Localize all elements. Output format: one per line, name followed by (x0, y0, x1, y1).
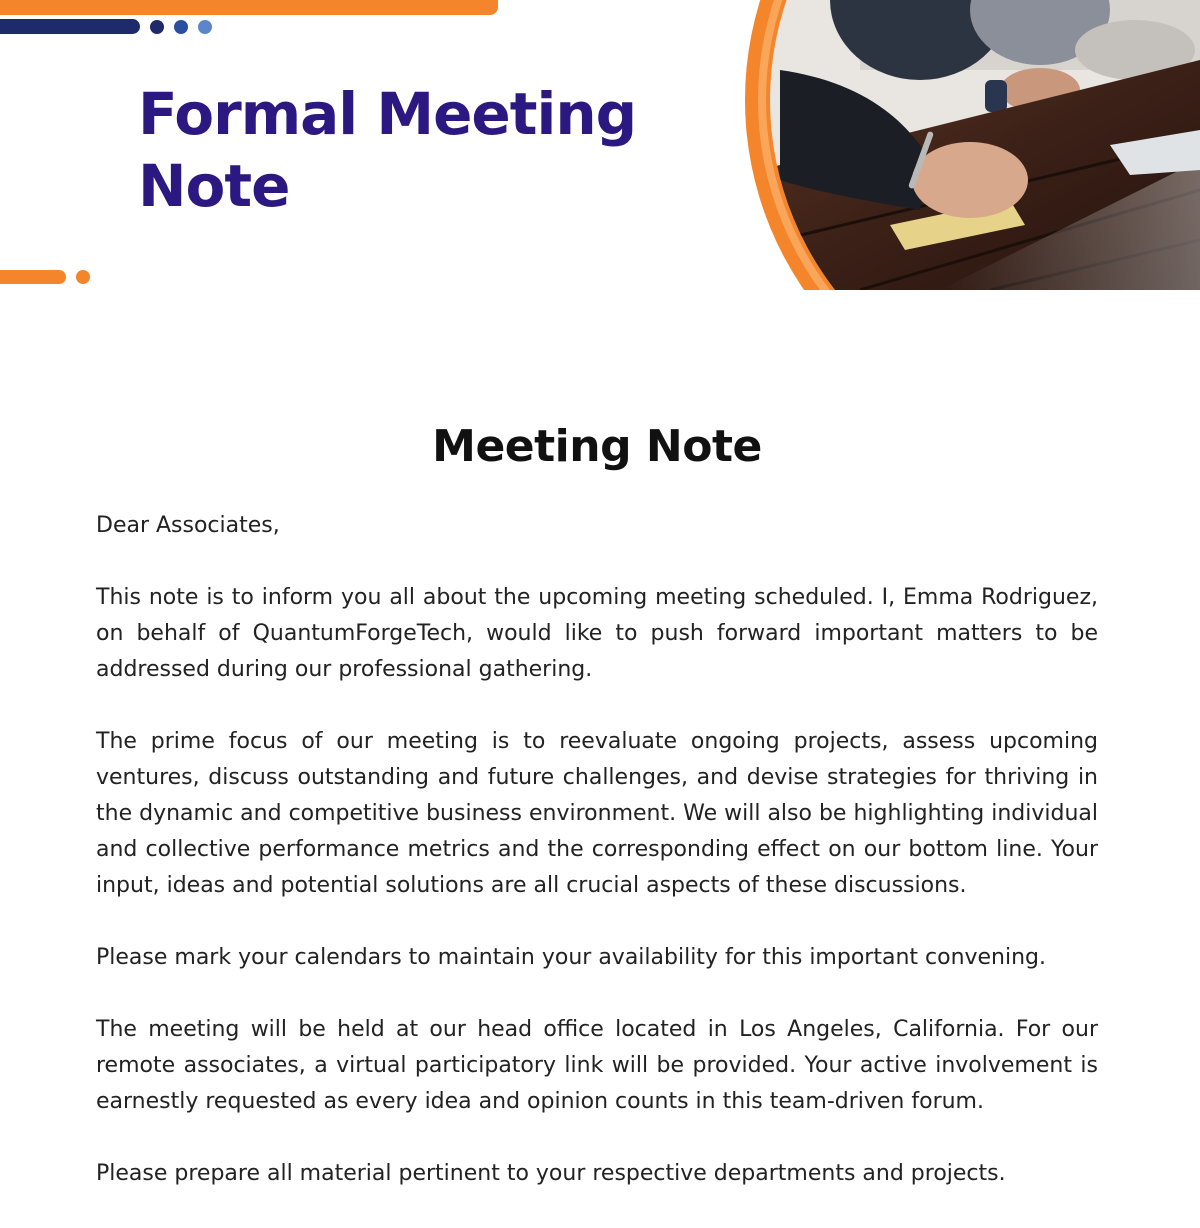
top-orange-bar (0, 0, 498, 15)
paragraph: Please mark your calendars to maintain your availability for this important convening. (96, 945, 1047, 970)
header-banner (0, 0, 1200, 300)
light-blue-dot (198, 20, 212, 34)
navy-dot (150, 20, 164, 34)
top-navy-bar (0, 19, 140, 34)
paragraph: The prime focus of our meeting is to reevaluate ongoing projects, assess upcoming ventures, discuss outstanding and future challenges, and devise strategies for thriving in the dynamic and competitive business environment. We will also be highlighting individual and collective performance metrics and the corresponding effect on our bottom line. Your input, ideas and potential solutions are all crucial aspects of these discussions. (96, 729, 1098, 898)
meeting-photo-illustration (740, 0, 1200, 290)
blue-dot (174, 20, 188, 34)
orange-dot (76, 270, 90, 284)
paragraph: The meeting will be held at our head office located in Los Angeles, California. For our remote associates, a virtual participatory link will be provided. Your active involvement is earnestly requested as every idea and opinion counts in this team-driven forum. (96, 1017, 1098, 1114)
page-title: Formal Meeting Note (138, 80, 637, 220)
bottom-orange-bar (0, 270, 66, 284)
document-body (96, 410, 1098, 1228)
salutation: Dear Associates, (96, 513, 280, 538)
paragraph: Please prepare all material pertinent to your respective departments and projects. (96, 1161, 1006, 1186)
meeting-photo (740, 0, 1200, 290)
paragraph: This note is to inform you all about the upcoming meeting scheduled. I, Emma Rodriguez, on behalf of QuantumForgeTech, would like to push forward important matters to be addressed during our professional gathering. (96, 585, 1098, 682)
document-heading: Meeting Note (432, 421, 762, 472)
